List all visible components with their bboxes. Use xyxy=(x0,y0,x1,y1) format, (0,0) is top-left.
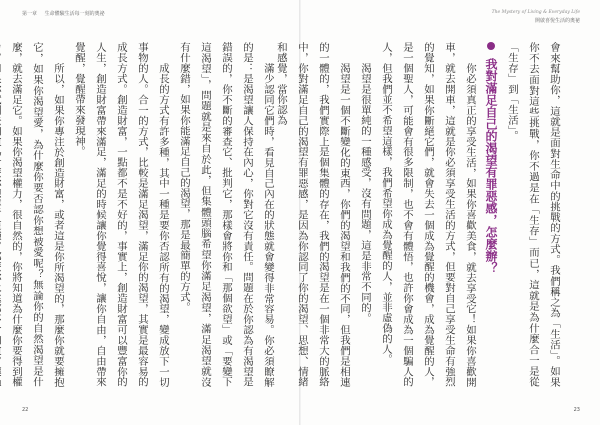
right-intro-paragraph: 會來幫助你，這就是面對生命中的挑戰的方式。我們稱之為「生活」。如果你不去面對這些挑戰，你不過是在「生存」而已，這就是為什麼合一是從「生存」到「生活」。 xyxy=(506,42,560,387)
left-page-number: 22 xyxy=(22,407,29,413)
right-paragraph: 渴望是一個不斷變化的東西，你們的渴望和我們的不同，但我們是相連的一體的，我們實際上是個集體的存在，我們的渴望是在一個非常大的脈絡中，你對滿足自己的渴望有罪惡感，是因為你認同了你的渴望、思想、情緒和感覺，當你認為 xyxy=(275,42,350,387)
right-header-title: 開啟喜悅生活的奧祕 xyxy=(534,18,580,24)
right-running-header xyxy=(492,10,580,24)
section-heading xyxy=(480,42,501,387)
left-running-header xyxy=(22,10,105,17)
left-paragraph: 成長的方式有許多種，其中一種是要你否認所有的渴望，變成放下一切事物的人。合一的方式，比較是滿足渴望，滿足你的渴望，其實是最容易的成長方式。創造財富，一點都不是不好的，事實上，創造財富可以豐富你的人生，創造財富帶來滿足，滿足的時候讓你覺得喜悅，讓你自由，自由帶來覺醒，覺醒帶來發現神。 xyxy=(73,42,169,387)
right-paragraph: 你必須真正的享受生活，如果你喜歡美食，就去享受它！如果你喜歡開車，就去開車，這就是你必須享受生活的方式，但要對自己享受生命有強烈的覺知，如果你斷絕它們，就會失去一個成為覺醒的機會，成為覺醒的人，是一個聖人，可能會有很多限制，也不會有體悟，也許你會成為一個騙人的人，但我們並不希望這樣，我們希望你成為覺醒的人，並非虛偽的人。 xyxy=(380,42,476,387)
left-header-title: 生命體驗生活每一刻的奧祕 xyxy=(44,11,105,17)
left-paragraph: 所以，如果你專注於創造財富，或者這是你所渴望的，那麼你就要擁抱它，如果你渴望愛，為什麼你要否認你想被愛呢？無論你的自然渴望是什麼，就去滿足它。如果你渴望權力，很自然的，你將知道為什麼你要得到權 xyxy=(10,42,64,387)
right-paragraph: 渴望是很單純的一種感受，沒有問題，這是非常不同的。 xyxy=(359,62,371,323)
section-heading-text: 我對滿足自己的渴望有罪惡感，怎麼辦？ xyxy=(484,58,498,275)
section-bullet-icon xyxy=(487,42,495,50)
right-header-english: The Mystery of Living & Everyday Life xyxy=(491,10,580,15)
left-body-text xyxy=(10,42,278,387)
right-body-text xyxy=(275,42,564,387)
right-page xyxy=(275,0,600,425)
right-page-number: 23 xyxy=(573,407,580,413)
left-header-chapter: 第一章 xyxy=(22,11,38,17)
left-paragraph: 滿少認同它們時，看見自己內在的狀態就會變得非常容易。你必須瞭解的是：是渴望讓人保持在內心，你對它沒有責任。問題在於你認為有渴望是錯誤的，你不斷的審查它、批判它，那樣會將你和「那個欲望」或「要變下這渴望」，問題就是來自於此，但集體頭腦希望你滿足渴望，滿足渴望就沒有什麼錯，如果你能滿足自己的渴望，那是最簡單的方式。 xyxy=(178,42,274,387)
